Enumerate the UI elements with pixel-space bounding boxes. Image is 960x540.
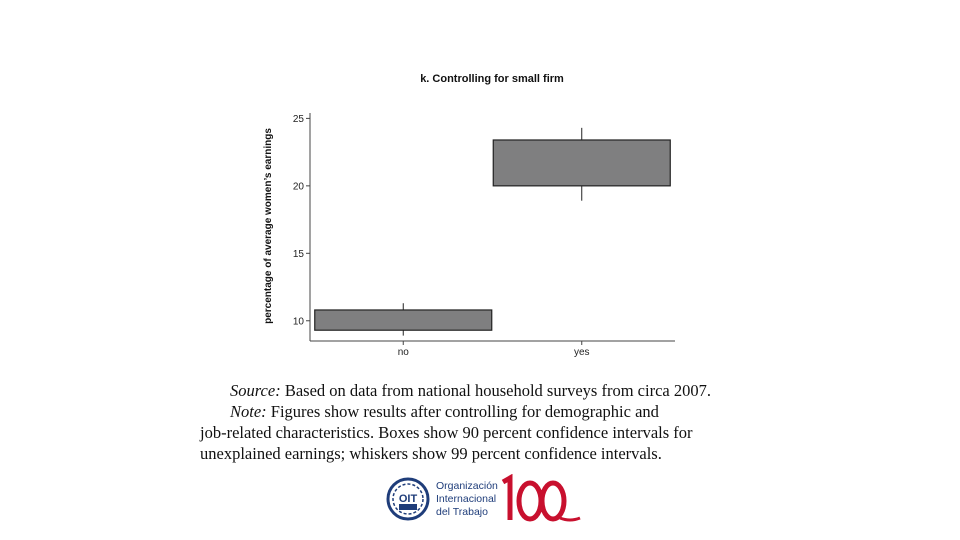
y-ticks [293,114,310,327]
organization-name [436,480,498,519]
x-tick-label-yes: yes [573,347,590,358]
y-tick-label: 15 [292,248,304,260]
org-line-3: del Trabajo [436,506,488,518]
centenary-100-icon [500,474,582,524]
note-text-1: Figures show results after controlling for demographic and [266,402,659,421]
org-line-1: Organización [436,480,498,492]
ilo-emblem-icon [386,477,430,521]
org-line-2: Internacional [436,493,497,505]
y-axis-label: percentage of average women’s earnings [263,128,274,324]
source-line [200,380,760,401]
x-ticks [398,341,590,358]
note-label: Note: [230,402,267,421]
ilo-logo [386,474,586,526]
figure-caption [200,380,760,464]
source-label: Source: [230,381,281,400]
box-yes [493,140,670,186]
emblem-text: OIT [398,493,418,505]
y-tick-label: 20 [292,181,304,193]
y-tick-label: 10 [292,316,304,328]
note-line-3: unexplained earnings; whiskers show 99 percent confidence intervals. [200,444,662,463]
x-tick-label-no: no [397,347,409,358]
box-no [315,310,492,330]
note-line-2: job-related characteristics. Boxes show 90 percent confidence intervals for [200,423,693,442]
boxes [315,128,671,336]
y-tick-label: 25 [292,113,304,125]
chart-title: k. Controlling for small firm [420,73,564,85]
note-line-1 [200,401,760,422]
source-text: Based on data from national household surveys from circa 2007. [280,381,711,400]
